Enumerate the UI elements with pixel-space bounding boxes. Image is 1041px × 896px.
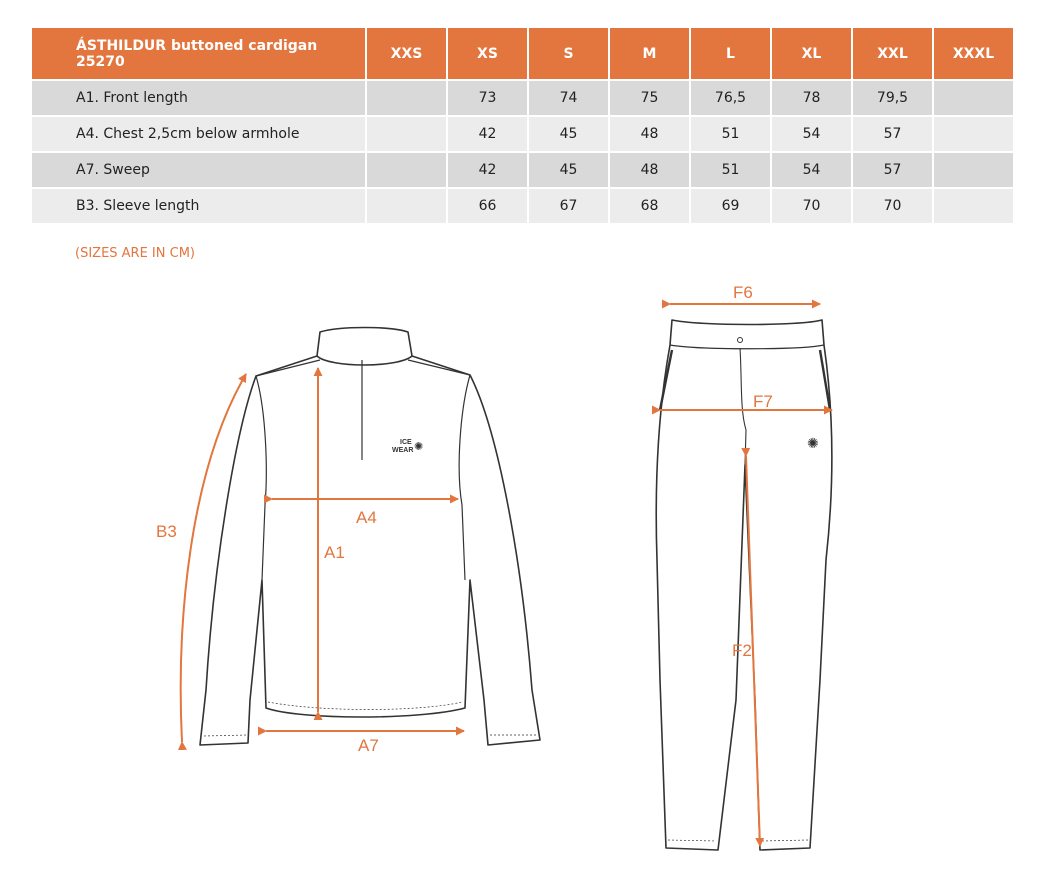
- size-header-xxxl: XXXL: [934, 28, 1013, 79]
- pants-button: [738, 338, 743, 343]
- jacket-illustration: [200, 328, 540, 746]
- measurement-label: A4. Chest 2,5cm below armhole: [32, 117, 365, 151]
- table-cell: 68: [610, 189, 689, 223]
- table-cell: 54: [772, 117, 851, 151]
- jacket-collar: [317, 356, 412, 365]
- table-cell: 75: [610, 81, 689, 115]
- table-cell: 76,5: [691, 81, 770, 115]
- pants-waistband: [670, 345, 824, 349]
- size-header-xs: XS: [448, 28, 527, 79]
- table-cell: 70: [853, 189, 932, 223]
- size-header-xxs: XXS: [367, 28, 446, 79]
- a1-label: A1: [324, 543, 345, 562]
- logo-text-line2: WEAR: [392, 447, 414, 454]
- table-cell: 57: [853, 153, 932, 187]
- jacket-dimension-arrows: [181, 368, 464, 742]
- table-cell: 48: [610, 153, 689, 187]
- table-cell: 51: [691, 117, 770, 151]
- logo-text-line1: ICE: [400, 439, 412, 446]
- pants-outline: [656, 320, 832, 850]
- product-name-header: ÁSTHILDUR buttoned cardigan 25270: [32, 28, 365, 79]
- table-cell: 67: [529, 189, 608, 223]
- jacket-hem-stitch: [268, 702, 462, 710]
- f2-label: F2: [732, 641, 752, 660]
- b3-label: B3: [156, 522, 177, 541]
- jacket-left-cuff-stitch: [204, 735, 247, 736]
- size-header-l: L: [691, 28, 770, 79]
- jacket-right-raglan: [408, 360, 470, 580]
- b3-arrow: [181, 374, 246, 742]
- size-header-xxl: XXL: [853, 28, 932, 79]
- f6-label: F6: [733, 283, 753, 302]
- icewear-logo: [392, 439, 423, 454]
- table-cell: 73: [448, 81, 527, 115]
- table-cell: 42: [448, 153, 527, 187]
- table-cell: 45: [529, 153, 608, 187]
- table-cell: 70: [772, 189, 851, 223]
- size-header-s: S: [529, 28, 608, 79]
- table-cell: 57: [853, 117, 932, 151]
- table-cell: 54: [772, 153, 851, 187]
- table-cell: 69: [691, 189, 770, 223]
- size-header-xl: XL: [772, 28, 851, 79]
- units-note: (SIZES ARE IN CM): [75, 246, 195, 261]
- pants-fly: [740, 348, 746, 465]
- measurement-label: B3. Sleeve length: [32, 189, 365, 223]
- table-cell: 42: [448, 117, 527, 151]
- table-cell: 74: [529, 81, 608, 115]
- f7-label: F7: [753, 392, 773, 411]
- table-cell: 45: [529, 117, 608, 151]
- a4-label: A4: [356, 508, 377, 527]
- a7-label: A7: [358, 736, 379, 755]
- pants-dimension-arrows: [660, 304, 832, 846]
- snowflake-icon: ✺: [414, 441, 424, 453]
- table-cell: 66: [448, 189, 527, 223]
- size-header-m: M: [610, 28, 689, 79]
- pants-left-pocket: [660, 350, 672, 410]
- table-cell: 51: [691, 153, 770, 187]
- pants-left-hem-stitch: [668, 840, 716, 841]
- table-cell: 48: [610, 117, 689, 151]
- pants-illustration: [656, 320, 832, 850]
- measurement-label: A1. Front length: [32, 81, 365, 115]
- table-cell: 79,5: [853, 81, 932, 115]
- jacket-left-raglan: [256, 360, 320, 580]
- table-cell: 78: [772, 81, 851, 115]
- jacket-body-outline: [200, 328, 540, 746]
- pants-right-hem-stitch: [762, 840, 808, 841]
- pants-snowflake-icon: ✺: [807, 435, 819, 451]
- measurement-label: A7. Sweep: [32, 153, 365, 187]
